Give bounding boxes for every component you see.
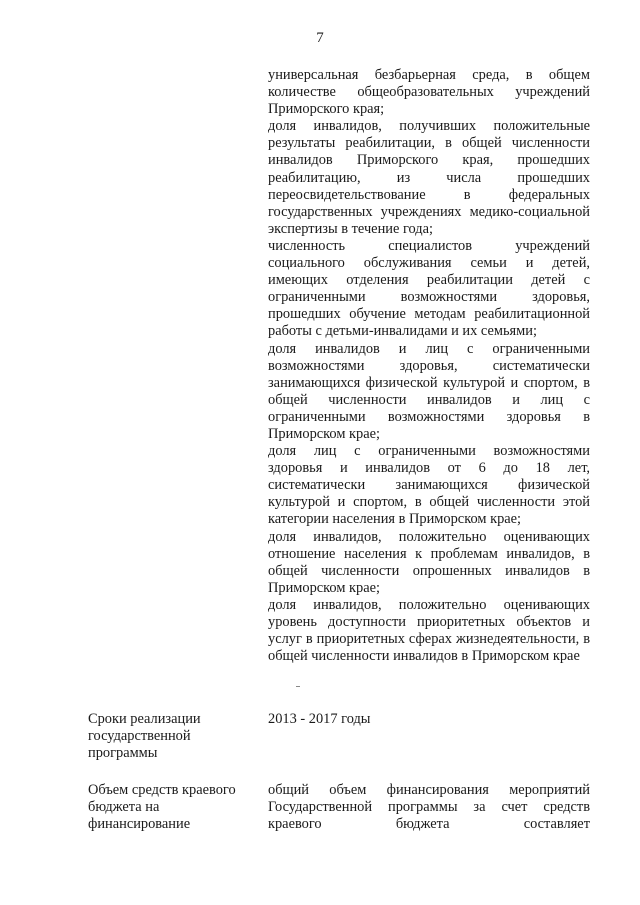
indicator-item: доля инвалидов и лиц с ограниченными возможностями здоровья, систематически занимающихся физической культурой и спортом, в общей численности инвалидов и лиц с ограниченными возможностями здоровья в Приморском крае; bbox=[268, 340, 590, 442]
page-number: 7 bbox=[316, 30, 324, 46]
indicator-item: доля инвалидов, положительно оценивающих отношение населения к проблемам инвалидов, в общей численности опрошенных инвалидов в Приморском крае; bbox=[268, 528, 590, 596]
indicators-list bbox=[268, 67, 590, 665]
indicator-item: доля инвалидов, положительно оценивающих уровень доступности приоритетных объектов и услуг в приоритетных сферах жизнедеятельности, в общей численности инвалидов в Приморском крае bbox=[268, 596, 590, 665]
budget-label: Объем средств краевого бюджета на финансирование bbox=[88, 782, 236, 833]
indicator-item: численность специалистов учреждений социального обслуживания семьи и детей, имеющих отделения реабилитации детей с ограниченными возможностями здоровья, прошедших обучение методам реабилитационной работы с детьми-инвалидами и их семьями; bbox=[268, 237, 590, 340]
budget-value: общий объем финансирования мероприятий Государственной программы за счет средств краевого бюджета составляет bbox=[268, 782, 590, 833]
terms-label: Сроки реализации государственной программы bbox=[88, 711, 201, 762]
divider-mark bbox=[296, 686, 300, 687]
indicator-item: доля инвалидов, получивших положительные результаты реабилитации, в общей численности инвалидов Приморского края, прошедших реабилитацию, из числа прошедших переосвидетельствование в федеральных государственных учреждениях медико-социальной экспертизы в течение года; bbox=[268, 118, 590, 237]
terms-value: 2013 - 2017 годы bbox=[268, 711, 371, 727]
indicator-item: универсальная безбарьерная среда, в общем количестве общеобразовательных учреждений Приморского края; bbox=[268, 67, 590, 118]
indicator-item: доля лиц с ограниченными возможностями здоровья и инвалидов от 6 до 18 лет, систематически занимающихся физической культурой и спортом, в общей численности этой категории населения в Приморском крае; bbox=[268, 443, 590, 528]
